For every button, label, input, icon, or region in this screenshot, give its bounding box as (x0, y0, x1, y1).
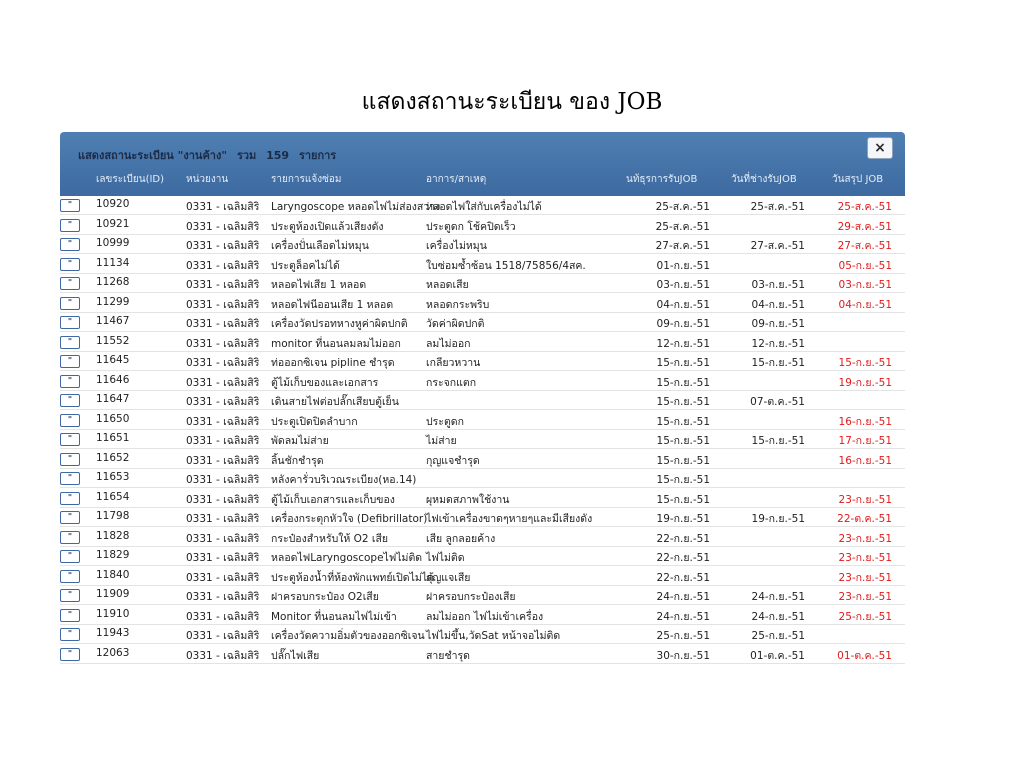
cell-id: 10920 (96, 198, 130, 210)
table-row (60, 547, 905, 566)
cell-id: 11828 (96, 529, 130, 542)
cell-received: 15-ก.ย.-51 (656, 357, 710, 369)
cell-request: ตู้ไม้เก็บเอกสารและเก็บของ (271, 493, 395, 506)
col-request[interactable]: รายการแจ้งซ่อม (271, 174, 342, 185)
cell-closed: 23-ก.ย.-51 (838, 493, 892, 506)
cell-request: หลอดไฟLaryngoscopeไฟไม่ติด (271, 552, 423, 564)
cell-symptom: เกลียวหวาน (426, 357, 481, 369)
summary-total-word: รวม (236, 149, 257, 162)
cell-tech-received: 15-ก.ย.-51 (751, 435, 805, 447)
cell-tech-received: 27-ส.ค.-51 (750, 240, 805, 252)
cell-symptom: กุญแจเสีย (426, 571, 471, 584)
cell-symptom: กุญแจชำรุด (426, 454, 480, 467)
cell-received: 04-ก.ย.-51 (656, 298, 710, 311)
cell-received: 22-ก.ย.-51 (656, 571, 710, 584)
cell-unit: 0331 - เฉลิมสิริ (186, 474, 260, 486)
cell-unit: 0331 - เฉลิมสิริ (186, 240, 260, 252)
cell-tech-received: 24-ก.ย.-51 (751, 610, 805, 623)
cell-request: เครื่องปั่นเลือดไม่หมุน (271, 240, 369, 252)
cell-request: monitor ที่นอนลมลมไม่ออก (271, 337, 401, 350)
cell-unit: 0331 - เฉลิมสิริ (186, 298, 260, 311)
cell-closed: 25-ก.ย.-51 (838, 610, 892, 623)
cell-id: 11299 (96, 295, 130, 308)
cell-tech-received: 09-ก.ย.-51 (751, 318, 805, 330)
cell-id: 11654 (96, 490, 130, 503)
cell-tech-received: 03-ก.ย.-51 (751, 279, 805, 291)
row-open-button[interactable]: " (60, 355, 80, 368)
cell-request: เครื่องวัดปรอทหางหูค่าผิดปกติ (271, 318, 408, 330)
cell-received: 15-ก.ย.-51 (656, 396, 710, 408)
cell-closed: 29-ส.ค.-51 (837, 220, 892, 233)
cell-unit: 0331 - เฉลิมสิริ (186, 610, 260, 623)
cell-unit: 0331 - เฉลิมสิริ (186, 396, 260, 408)
table-row (60, 450, 905, 469)
table-row (60, 216, 905, 235)
cell-received: 27-ส.ค.-51 (655, 240, 710, 252)
job-status-window (60, 132, 905, 735)
cell-unit: 0331 - เฉลิมสิริ (186, 279, 260, 291)
cell-symptom: ไฟไม่ขึ้น,วัดSat หน้าจอไม่ติด (426, 630, 561, 642)
row-open-button[interactable]: " (60, 472, 80, 485)
cell-closed: 25-ส.ค.-51 (837, 201, 892, 213)
summary-label: แสดงสถานะระเบียน "งานค้าง" (78, 149, 228, 162)
cell-request: เดินสายไฟต่อปลั๊กเสียบตู้เย็น (271, 396, 399, 408)
cell-request: ประตูห้องเปิดแล้วเสียงดัง (271, 220, 384, 233)
cell-tech-received: 25-ก.ย.-51 (751, 630, 805, 642)
cell-tech-received: 15-ก.ย.-51 (751, 357, 805, 369)
cell-symptom: หลอดเสีย (426, 279, 469, 291)
cell-symptom: ฝาครอบกระป๋องเสีย (426, 591, 516, 603)
cell-tech-received: 24-ก.ย.-51 (751, 591, 805, 603)
row-open-button[interactable]: " (60, 628, 80, 641)
table-row (60, 489, 905, 508)
cell-tech-received: 04-ก.ย.-51 (751, 298, 805, 311)
cell-closed: 03-ก.ย.-51 (838, 279, 892, 291)
cell-unit: 0331 - เฉลิมสิริ (186, 376, 260, 389)
cell-request: เครื่องวัดความอิ่มตัวของออกซิเจน (271, 630, 425, 642)
row-open-button[interactable]: " (60, 550, 80, 563)
table-row (60, 196, 905, 215)
cell-request: Monitor ที่นอนลมไฟไม่เข้า (271, 610, 397, 623)
cell-unit: 0331 - เฉลิมสิริ (186, 201, 260, 213)
cell-id: 11650 (96, 412, 130, 425)
cell-unit: 0331 - เฉลิมสิริ (186, 532, 260, 545)
row-open-button[interactable]: " (60, 433, 80, 446)
col-tech[interactable]: วันที่ช่างรับJOB (731, 174, 797, 185)
cell-id: 11268 (96, 276, 130, 288)
col-received[interactable]: นท้ธุรการรับJOB (626, 174, 698, 185)
cell-request: ตู้ไม้เก็บของและเอกสาร (271, 376, 379, 389)
cell-received: 22-ก.ย.-51 (656, 532, 710, 545)
cell-id: 11647 (96, 393, 130, 405)
table-row (60, 313, 905, 332)
cell-request: ลิ้นชักชำรุด (271, 454, 324, 467)
cell-symptom: ผุหมดสภาพใช้งาน (426, 493, 510, 506)
cell-closed: 23-ก.ย.-51 (838, 532, 892, 545)
cell-unit: 0331 - เฉลิมสิริ (186, 454, 260, 467)
cell-received: 24-ก.ย.-51 (656, 610, 710, 623)
table-row (60, 586, 905, 605)
table-row (60, 255, 905, 274)
row-open-button[interactable]: " (60, 199, 80, 212)
cell-id: 11134 (96, 256, 130, 269)
cell-tech-received: 25-ส.ค.-51 (750, 201, 805, 213)
cell-unit: 0331 - เฉลิมสิริ (186, 591, 260, 603)
cell-request: หลอดไฟเสีย 1 หลอด (271, 279, 367, 291)
row-open-button[interactable]: " (60, 277, 80, 290)
cell-symptom: หลอดกระพริบ (426, 298, 490, 311)
cell-id: 11652 (96, 451, 130, 464)
cell-received: 15-ก.ย.-51 (656, 493, 710, 506)
cell-request: พัดลมไม่ส่าย (271, 435, 329, 447)
col-symptom[interactable]: อาการ/สาเหตุ (426, 174, 487, 185)
cell-received: 15-ก.ย.-51 (656, 454, 710, 467)
row-open-button[interactable]: " (60, 316, 80, 329)
cell-unit: 0331 - เฉลิมสิริ (186, 571, 260, 584)
cell-symptom: หลอดไฟใส่กับเครื่องไม่ได้ (426, 201, 542, 213)
cell-closed: 04-ก.ย.-51 (838, 298, 892, 311)
cell-symptom: ไฟเข้าเครื่องขาดๆหายๆและมีเสียงดัง (426, 513, 593, 525)
row-open-button[interactable]: " (60, 394, 80, 407)
row-open-button[interactable]: " (60, 258, 80, 271)
row-open-button[interactable]: " (60, 414, 80, 427)
cell-symptom: สายชำรุด (426, 649, 470, 662)
row-open-button[interactable]: " (60, 453, 80, 466)
cell-closed: 19-ก.ย.-51 (838, 376, 892, 389)
cell-unit: 0331 - เฉลิมสิริ (186, 337, 260, 350)
cell-received: 15-ก.ย.-51 (656, 415, 710, 428)
table-row (60, 567, 905, 586)
cell-tech-received: 12-ก.ย.-51 (751, 337, 805, 350)
cell-id: 11798 (96, 510, 130, 522)
cell-id: 12063 (96, 646, 130, 659)
table-row (60, 333, 905, 352)
table-row (60, 372, 905, 391)
cell-id: 10999 (96, 237, 130, 249)
summary-unit: รายการ (298, 149, 337, 162)
column-headers (60, 168, 905, 190)
cell-received: 09-ก.ย.-51 (656, 318, 710, 330)
row-open-button[interactable]: " (60, 375, 80, 388)
cell-received: 25-ส.ค.-51 (655, 201, 710, 213)
cell-id: 11645 (96, 354, 130, 366)
cell-symptom: ประตูดก (426, 415, 464, 428)
cell-closed: 16-ก.ย.-51 (838, 454, 892, 467)
cell-unit: 0331 - เฉลิมสิริ (186, 259, 260, 272)
cell-symptom: ลมไม่ออก ไฟไม่เข้าเครื่อง (426, 610, 544, 623)
col-id[interactable]: เลขระเบียน(ID) (96, 174, 165, 185)
cell-received: 12-ก.ย.-51 (656, 337, 710, 350)
cell-closed: 23-ก.ย.-51 (838, 591, 892, 603)
cell-id: 11943 (96, 627, 130, 639)
cell-received: 25-ส.ค.-51 (655, 220, 710, 233)
cell-closed: 16-ก.ย.-51 (838, 415, 892, 428)
row-open-button[interactable]: " (60, 589, 80, 602)
cell-received: 22-ก.ย.-51 (656, 552, 710, 564)
table-row (60, 645, 905, 664)
cell-request: ประตูห้องน้ำที่ห้องพักแพทย์เปิดไม่ได้ (271, 571, 434, 584)
cell-symptom: วัดค่าผิดปกติ (426, 318, 485, 330)
cell-request: หลังคารั่วบริเวณระเบียง(หอ.14) (271, 474, 417, 486)
cell-closed: 22-ต.ค.-51 (837, 513, 892, 525)
cell-received: 03-ก.ย.-51 (656, 279, 710, 291)
row-open-button[interactable]: " (60, 609, 80, 622)
cell-id: 11646 (96, 373, 130, 386)
cell-closed: 23-ก.ย.-51 (838, 552, 892, 564)
table-row (60, 528, 905, 547)
cell-received: 24-ก.ย.-51 (656, 591, 710, 603)
table-row (60, 294, 905, 313)
cell-unit: 0331 - เฉลิมสิริ (186, 415, 260, 428)
cell-symptom: ใบซ่อมซ้ำซ้อน 1518/75856/4สค. (426, 259, 586, 272)
cell-received: 19-ก.ย.-51 (656, 513, 710, 525)
table-row (60, 508, 905, 527)
cell-id: 11552 (96, 334, 130, 347)
cell-id: 11909 (96, 588, 130, 600)
cell-unit: 0331 - เฉลิมสิริ (186, 493, 260, 506)
cell-request: ปลั๊กไฟเสีย (271, 649, 320, 662)
table-row (60, 606, 905, 625)
cell-symptom: เสีย ลูกลอยค้าง (426, 532, 496, 545)
cell-tech-received: 19-ก.ย.-51 (751, 513, 805, 525)
cell-received: 01-ก.ย.-51 (656, 259, 710, 272)
row-open-button[interactable]: " (60, 570, 80, 583)
cell-id: 11467 (96, 315, 130, 327)
cell-request: ฝาครอบกระป๋อง O2เสีย (271, 591, 379, 603)
cell-received: 30-ก.ย.-51 (656, 649, 710, 662)
row-open-button[interactable]: " (60, 511, 80, 524)
cell-id: 11653 (96, 471, 130, 483)
cell-unit: 0331 - เฉลิมสิริ (186, 513, 260, 525)
cell-id: 10921 (96, 217, 130, 230)
cell-symptom: ไม่ส่าย (426, 435, 457, 447)
cell-request: Laryngoscope หลอดไฟไม่ส่องสว่าง (271, 201, 441, 213)
cell-closed: 23-ก.ย.-51 (838, 571, 892, 584)
col-unit[interactable]: หน่วยงาน (186, 174, 229, 185)
cell-unit: 0331 - เฉลิมสิริ (186, 357, 260, 369)
row-open-button[interactable]: " (60, 297, 80, 310)
row-open-button[interactable]: " (60, 238, 80, 251)
cell-id: 11840 (96, 568, 130, 581)
slide-title: แสดงสถานะระเบียน ของ JOB (361, 89, 663, 115)
row-open-button[interactable]: " (60, 648, 80, 661)
cell-tech-received: 07-ต.ค.-51 (750, 396, 805, 408)
cell-symptom: เครื่องไม่หมุน (426, 240, 487, 252)
cell-received: 15-ก.ย.-51 (656, 376, 710, 389)
cell-received: 15-ก.ย.-51 (656, 435, 710, 447)
cell-symptom: ประตูดก โช้คปิดเร็ว (426, 220, 516, 233)
table-row (60, 625, 905, 644)
table-row (60, 430, 905, 449)
cell-closed: 15-ก.ย.-51 (838, 357, 892, 369)
table-row (60, 352, 905, 371)
cell-request: หลอดไฟนีออนเสีย 1 หลอด (271, 298, 394, 311)
cell-received: 15-ก.ย.-51 (656, 474, 710, 486)
cell-symptom: ลมไม่ออก (426, 337, 471, 350)
row-open-button[interactable]: " (60, 492, 80, 505)
cell-unit: 0331 - เฉลิมสิริ (186, 649, 260, 662)
window-header (60, 132, 905, 196)
summary-line (78, 146, 342, 164)
summary-count: 159 (266, 149, 290, 162)
cell-closed: 05-ก.ย.-51 (838, 259, 892, 272)
cell-unit: 0331 - เฉลิมสิริ (186, 318, 260, 330)
cell-unit: 0331 - เฉลิมสิริ (186, 435, 260, 447)
cell-closed: 01-ต.ค.-51 (837, 649, 892, 662)
cell-unit: 0331 - เฉลิมสิริ (186, 630, 260, 642)
cell-tech-received: 01-ต.ค.-51 (750, 649, 805, 662)
cell-request: ประตูล็อคไม่ได้ (271, 259, 340, 272)
cell-request: กระป๋องสำหรับให้ O2 เสีย (271, 532, 389, 545)
cell-id: 11829 (96, 549, 130, 561)
table-row (60, 469, 905, 488)
cell-id: 11910 (96, 607, 130, 620)
col-closed[interactable]: วันสรุป JOB (832, 174, 884, 185)
cell-unit: 0331 - เฉลิมสิริ (186, 220, 260, 233)
row-open-button[interactable]: " (60, 219, 80, 232)
cell-closed: 17-ก.ย.-51 (838, 435, 892, 447)
cell-id: 11651 (96, 432, 130, 444)
cell-closed: 27-ส.ค.-51 (837, 240, 892, 252)
table-row (60, 411, 905, 430)
row-open-button[interactable]: " (60, 336, 80, 349)
close-button[interactable]: × (867, 137, 893, 159)
table-row (60, 274, 905, 293)
table-row (60, 391, 905, 410)
row-open-button[interactable]: " (60, 531, 80, 544)
cell-request: ประตูเปิดปิดลำบาก (271, 415, 358, 428)
cell-symptom: ไฟไม่ติด (426, 552, 465, 564)
cell-received: 25-ก.ย.-51 (656, 630, 710, 642)
table-row (60, 235, 905, 254)
cell-request: ท่อออกซิเจน pipline ชำรุด (271, 357, 395, 369)
cell-unit: 0331 - เฉลิมสิริ (186, 552, 260, 564)
cell-symptom: กระจกแตก (426, 376, 477, 389)
cell-request: เครื่องกระตุกหัวใจ (Defibrillator) (271, 513, 428, 525)
